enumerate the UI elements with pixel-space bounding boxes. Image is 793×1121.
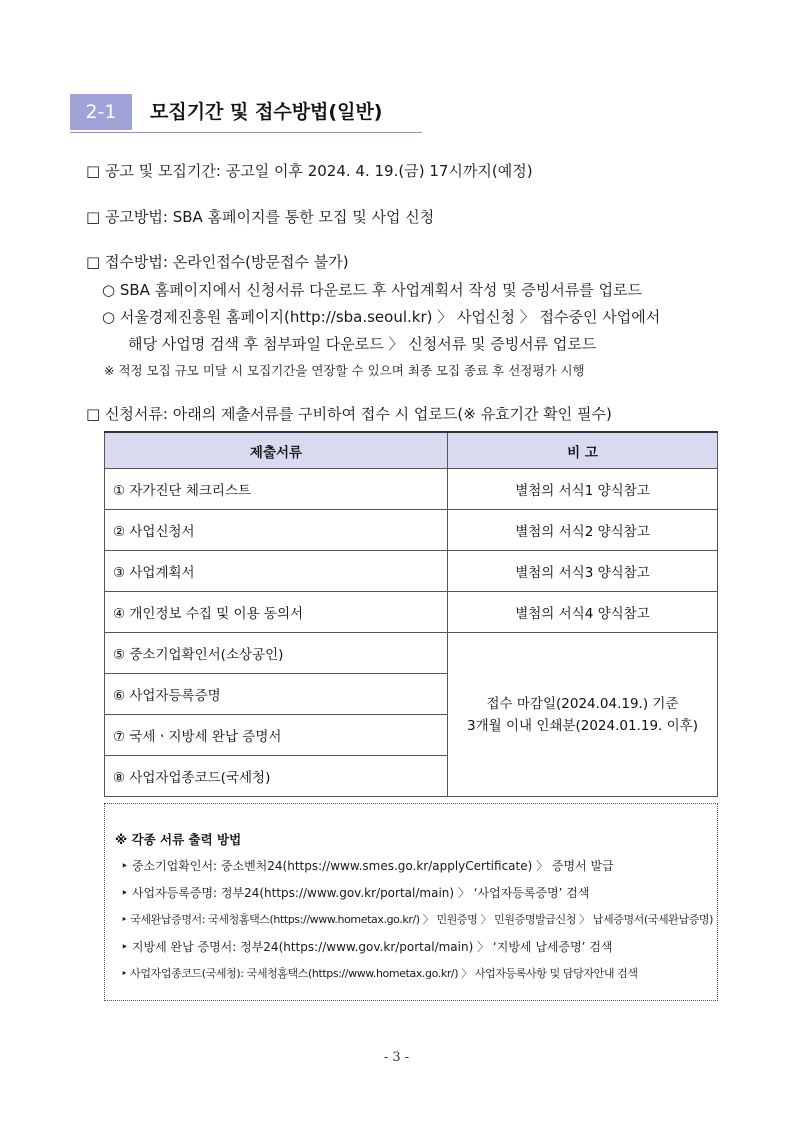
note-cell: 별첨의 서식3 양식참고 <box>448 551 718 592</box>
doc-cell: ③ 사업계획서 <box>105 551 448 592</box>
table-row <box>105 633 718 674</box>
docs-item: □ 신청서류: 아래의 제출서류를 구비하여 접수 시 업로드(※ 유효기간 확인 필수) <box>86 405 612 423</box>
howto-title: ※ 각종 서류 출력 방법 <box>115 832 242 847</box>
announce-item: □ 공고방법: SBA 홈페이지를 통한 모집 및 사업 신청 <box>86 208 435 226</box>
note-cell: 별첨의 서식4 양식참고 <box>448 592 718 633</box>
documents-table <box>104 431 718 797</box>
note-cell: 별첨의 서식2 양식참고 <box>448 510 718 551</box>
method-sub-item-2-cont: 해당 사업명 검색 후 첨부파일 다운로드 〉 신청서류 및 증빙서류 업로드 <box>128 335 597 353</box>
doc-cell: ④ 개인정보 수집 및 이용 동의서 <box>105 592 448 633</box>
table-row <box>105 592 718 633</box>
table-header-row <box>105 432 718 469</box>
section-header <box>70 94 422 133</box>
method-sub-item-2: ○ 서울경제진흥원 홈페이지(http://sba.seoul.kr) 〉 사업신청 〉 접수중인 사업에서 <box>102 308 661 326</box>
howto-item: ‣ 사업자업종코드(국세청): 국세청홈택스(https://www.hometax.go.kr/) 〉 사업자등록사항 및 담당자안내 검색 <box>121 967 638 980</box>
doc-cell: ⑥ 사업자등록증명 <box>105 674 448 715</box>
howto-item: ‣ 지방세 완납 증명서: 정부24(https://www.gov.kr/portal/main) 〉 ‘지방세 납세증명’ 검색 <box>121 940 613 954</box>
table-row <box>105 551 718 592</box>
doc-cell: ⑤ 중소기업확인서(소상공인) <box>105 633 448 674</box>
header-documents: 제출서류 <box>105 432 448 469</box>
merged-note-line-2: 3개월 이내 인쇄분(2024.01.19. 이후) <box>467 717 698 734</box>
table-row <box>105 469 718 510</box>
section-title: 모집기간 및 접수방법(일반) <box>150 101 383 123</box>
table-row <box>105 510 718 551</box>
doc-cell: ② 사업신청서 <box>105 510 448 551</box>
method-note: ※ 적정 모집 규모 미달 시 모집기간을 연장할 수 있으며 최종 모집 종료 후 선정평가 시행 <box>104 363 585 378</box>
note-cell: 별첨의 서식1 양식참고 <box>448 469 718 510</box>
doc-cell: ⑦ 국세ㆍ지방세 완납 증명서 <box>105 715 448 756</box>
section-number: 2-1 <box>70 94 132 130</box>
doc-cell: ① 자가진단 체크리스트 <box>105 469 448 510</box>
page-number: - 3 - <box>383 1050 410 1065</box>
method-sub-item-1: ○ SBA 홈페이지에서 신청서류 다운로드 후 사업계획서 작성 및 증빙서류를 업로드 <box>102 281 643 299</box>
howto-item: ‣ 중소기업확인서: 중소벤처24(https://www.smes.go.kr/applyCertificate) 〉 증명서 발급 <box>121 859 614 873</box>
header-remarks: 비 고 <box>448 432 718 469</box>
howto-item: ‣ 국세완납증명서: 국세청홈택스(https://www.hometax.go.kr/) 〉 민원증명 〉 민원증명발급신청 〉 납세증명서(국세완납증명) <box>121 913 714 926</box>
method-item: □ 접수방법: 온라인접수(방문접수 불가) <box>86 253 349 271</box>
doc-cell: ⑧ 사업자업종코드(국세청) <box>105 756 448 797</box>
howto-box <box>104 803 718 1001</box>
period-item: □ 공고 및 모집기간: 공고일 이후 2024. 4. 19.(금) 17시까지(예정) <box>86 162 533 180</box>
merged-note-line-1: 접수 마감일(2024.04.19.) 기준 <box>486 695 679 712</box>
howto-item: ‣ 사업자등록증명: 정부24(https://www.gov.kr/portal/main) 〉 ‘사업자등록증명’ 검색 <box>121 886 590 900</box>
merged-note-cell <box>448 633 718 797</box>
